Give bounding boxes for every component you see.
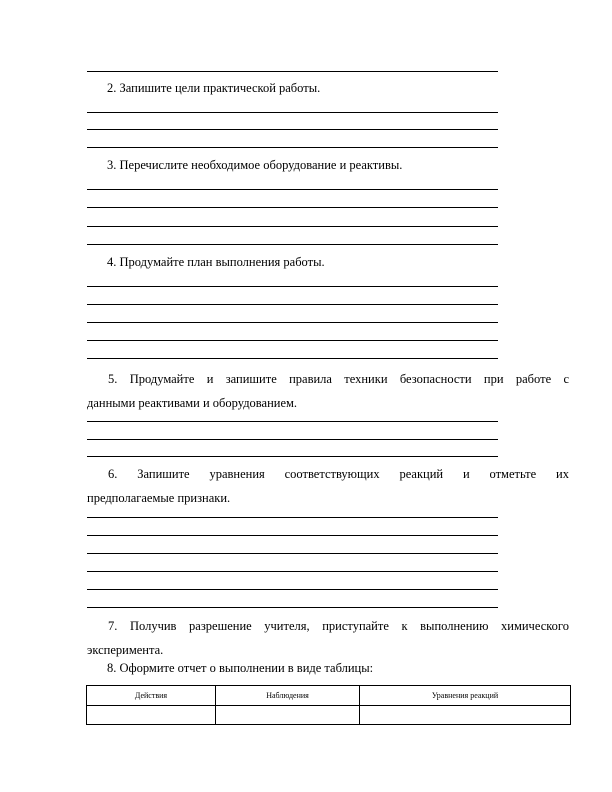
task-5-line-2: данными реактивами и оборудованием. bbox=[87, 396, 298, 410]
table-cell-observations[interactable] bbox=[216, 706, 360, 725]
answer-line bbox=[87, 571, 498, 572]
answer-line bbox=[87, 358, 498, 359]
answer-line bbox=[87, 456, 498, 457]
answer-line bbox=[87, 147, 498, 148]
answer-line bbox=[87, 439, 498, 440]
task-5-line-1: 5. Продумайте и запишите правила техники безопасности при работе с bbox=[108, 372, 569, 386]
column-header-actions: Действия bbox=[87, 686, 216, 706]
answer-line bbox=[87, 553, 498, 554]
table-row bbox=[87, 706, 571, 725]
answer-line bbox=[87, 244, 498, 245]
task-7-paragraph bbox=[87, 614, 569, 662]
column-header-observations: Наблюдения bbox=[216, 686, 360, 706]
report-table bbox=[86, 685, 571, 725]
task-7-line-1: 7. Получив разрешение учителя, приступайте к выполнению химического bbox=[108, 619, 569, 633]
task-8-text: 8. Оформите отчет о выполнении в виде таблицы: bbox=[107, 661, 374, 675]
task-7-line-2: эксперимента. bbox=[87, 643, 164, 657]
table-cell-equations[interactable] bbox=[360, 706, 571, 725]
answer-line bbox=[87, 112, 498, 113]
answer-line bbox=[87, 304, 498, 305]
answer-line bbox=[87, 71, 498, 72]
table-header-row bbox=[87, 686, 571, 706]
task-4-text: 4. Продумайте план выполнения работы. bbox=[107, 255, 325, 269]
answer-line bbox=[87, 607, 498, 608]
task-6-line-1: 6. Запишите уравнения соответствующих реакций и отметьте их bbox=[108, 467, 569, 481]
column-header-equations: Уравнения реакций bbox=[360, 686, 571, 706]
answer-line bbox=[87, 189, 498, 190]
task-3-text: 3. Перечислите необходимое оборудование и реактивы. bbox=[107, 158, 403, 172]
task-2-text: 2. Запишите цели практической работы. bbox=[107, 81, 321, 95]
answer-line bbox=[87, 535, 498, 536]
task-6-paragraph bbox=[87, 462, 569, 510]
task-5-paragraph bbox=[87, 367, 569, 415]
answer-line bbox=[87, 517, 498, 518]
table-cell-actions[interactable] bbox=[87, 706, 216, 725]
answer-line bbox=[87, 589, 498, 590]
answer-line bbox=[87, 322, 498, 323]
answer-line bbox=[87, 226, 498, 227]
answer-line bbox=[87, 129, 498, 130]
answer-line bbox=[87, 421, 498, 422]
answer-line bbox=[87, 340, 498, 341]
answer-line bbox=[87, 207, 498, 208]
answer-line bbox=[87, 286, 498, 287]
task-6-line-2: предполагаемые признаки. bbox=[87, 491, 231, 505]
